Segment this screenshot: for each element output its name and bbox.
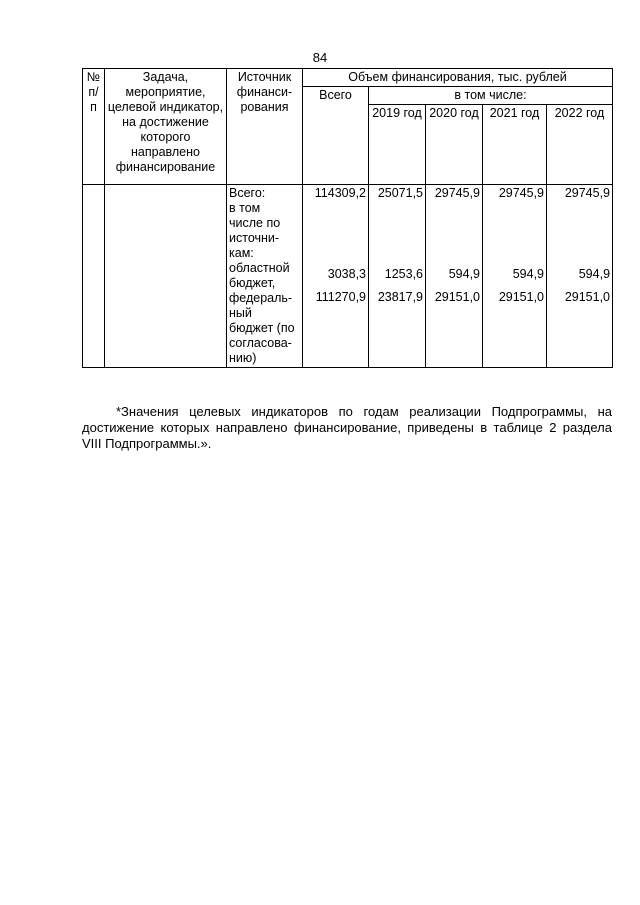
value-2021-regional: 594,9: [512, 267, 544, 281]
value-2019-regional: 1253,6: [384, 267, 423, 281]
value-total-regional: 3038,3: [327, 267, 366, 281]
col-2019: [369, 185, 426, 368]
header-total: Всего: [303, 87, 369, 185]
header-task: Задача, мероприятие, целевой индикатор, на достижение которого направлено финансирование: [105, 69, 227, 185]
source-federal: федераль- ный бюджет (по согласова- нию): [229, 291, 295, 365]
header-volume: Объем финансирования, тыс. рублей: [303, 69, 613, 87]
value-2019-all: 25071,5: [377, 186, 423, 200]
value-2021-all: 29745,9: [498, 186, 544, 200]
financing-table: [82, 68, 613, 368]
col-total: [303, 185, 369, 368]
row-task: [105, 185, 227, 368]
col-2022: [547, 185, 613, 368]
value-2020-regional: 594,9: [448, 267, 480, 281]
header-2020: 2020 год: [426, 105, 483, 185]
row-source: [227, 185, 303, 368]
value-2020-all: 29745,9: [434, 186, 480, 200]
col-2020: [426, 185, 483, 368]
header-num: № п/ п: [83, 69, 105, 185]
value-2021-federal: 29151,0: [498, 290, 544, 304]
value-2022-federal: 29151,0: [564, 290, 611, 304]
header-including: в том числе:: [369, 87, 613, 105]
row-num: [83, 185, 105, 368]
page-number: 84: [312, 50, 328, 65]
header-source: Источник финанси-рования: [227, 69, 303, 185]
value-total-all: 114309,2: [314, 186, 366, 200]
table-row: [83, 185, 613, 368]
value-2019-federal: 23817,9: [377, 290, 423, 304]
value-2020-federal: 29151,0: [434, 290, 480, 304]
header-2022: 2022 год: [547, 105, 613, 185]
header-2021: 2021 год: [483, 105, 547, 185]
footnote: *Значения целевых индикаторов по годам реализации Подпрограммы, на достижение которых направлено финансирование, приведены в таблице 2 раздела VIII Подпрограммы.».: [82, 404, 612, 451]
value-2022-regional: 594,9: [578, 267, 611, 281]
source-total: Всего: в том числе по источни- кам:: [229, 186, 281, 260]
value-total-federal: 111270,9: [315, 290, 366, 304]
header-2019: 2019 год: [369, 105, 426, 185]
header-row-1: [83, 69, 613, 87]
value-2022-all: 29745,9: [564, 186, 611, 200]
col-2021: [483, 185, 547, 368]
source-regional: областной бюджет,: [229, 261, 290, 290]
